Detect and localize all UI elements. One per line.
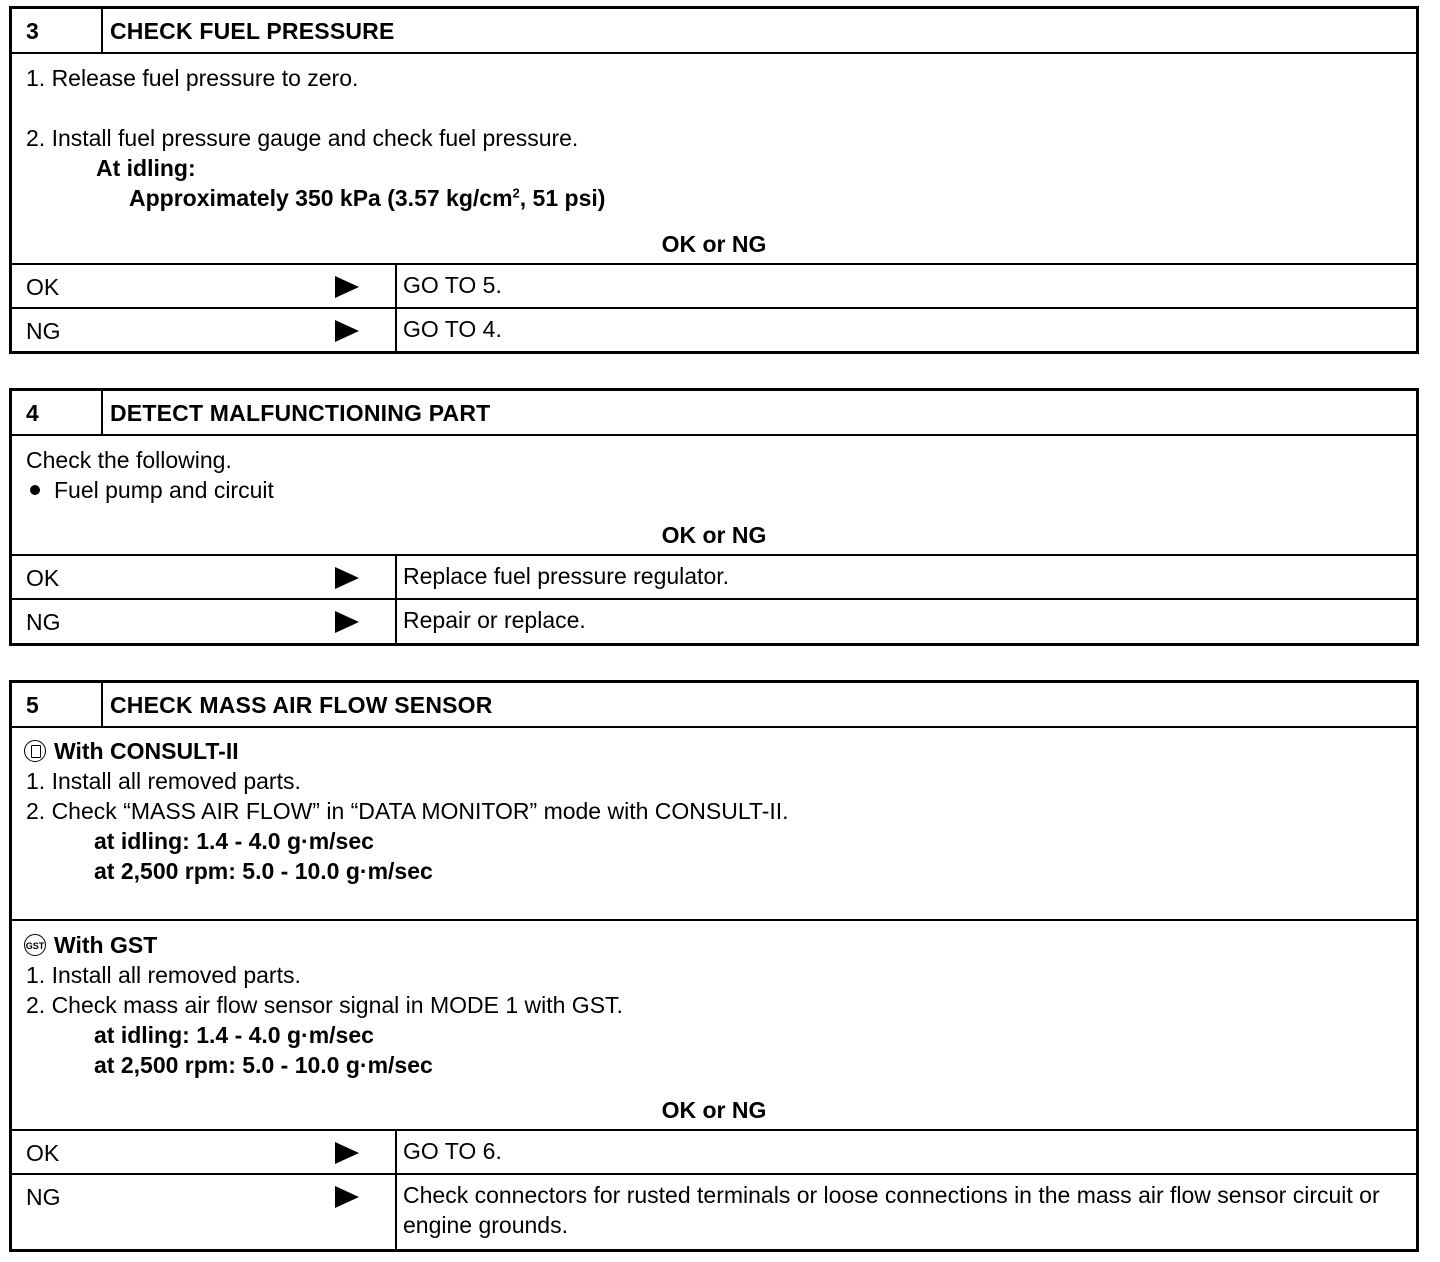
gst-heading bbox=[24, 932, 157, 959]
header-divider bbox=[101, 391, 103, 434]
result-action: GO TO 6. bbox=[403, 1138, 502, 1164]
ok-or-ng-label: OK or NG bbox=[661, 1097, 767, 1123]
step-title: DETECT MALFUNCTIONING PART bbox=[110, 400, 491, 426]
consult-heading-text: With CONSULT-II bbox=[54, 738, 239, 764]
step-header bbox=[12, 391, 1416, 436]
consult-instruction-1: 1. Install all removed parts. bbox=[26, 768, 301, 794]
consult-spec-idle: at idling: 1.4 - 4.0 g·m/sec bbox=[94, 828, 374, 854]
header-divider bbox=[101, 683, 103, 726]
pressure-spec bbox=[129, 185, 605, 212]
row-divider bbox=[395, 556, 397, 598]
instruction-2: 2. Install fuel pressure gauge and check fuel pressure. bbox=[26, 125, 579, 151]
gst-instruction-2: 2. Check mass air flow sensor signal in MODE 1 with GST. bbox=[26, 992, 623, 1018]
condition-label: At idling: bbox=[96, 155, 196, 181]
result-key: NG bbox=[26, 1184, 61, 1210]
step-title: CHECK FUEL PRESSURE bbox=[110, 18, 395, 44]
result-row-ok bbox=[12, 1129, 1416, 1173]
result-action: GO TO 4. bbox=[403, 316, 502, 342]
ok-or-ng-label: OK or NG bbox=[661, 231, 767, 257]
step-number: 4 bbox=[26, 400, 39, 426]
instruction-1: Check the following. bbox=[26, 447, 232, 473]
row-divider bbox=[395, 265, 397, 307]
step-title: CHECK MASS AIR FLOW SENSOR bbox=[110, 692, 493, 718]
result-row-ng bbox=[12, 307, 1416, 353]
step-number: 3 bbox=[26, 18, 39, 44]
consult-instruction-2: 2. Check “MASS AIR FLOW” in “DATA MONITOR” mode with CONSULT-II. bbox=[26, 798, 789, 824]
ok-or-ng-label: OK or NG bbox=[661, 522, 767, 548]
step-4-box bbox=[9, 388, 1419, 646]
pressure-spec-superscript: 2 bbox=[512, 185, 520, 201]
result-action: GO TO 5. bbox=[403, 272, 502, 298]
bullet-icon bbox=[30, 485, 40, 495]
bullet-text: Fuel pump and circuit bbox=[54, 477, 274, 503]
step-header bbox=[12, 683, 1416, 728]
pressure-spec-main: Approximately 350 kPa (3.57 kg/cm bbox=[129, 185, 513, 211]
result-row-ok bbox=[12, 554, 1416, 598]
result-action: Replace fuel pressure regulator. bbox=[403, 563, 730, 589]
consult-tool-icon bbox=[24, 740, 46, 762]
gst-heading-text: With GST bbox=[54, 932, 158, 958]
arrow-right-icon bbox=[335, 276, 359, 298]
arrow-right-icon bbox=[335, 567, 359, 589]
result-key: OK bbox=[26, 565, 60, 591]
result-key: OK bbox=[26, 1140, 60, 1166]
result-row-ng bbox=[12, 1173, 1416, 1251]
step-5-box bbox=[9, 680, 1419, 1252]
consult-spec-2500: at 2,500 rpm: 5.0 - 10.0 g·m/sec bbox=[94, 858, 433, 884]
gst-instruction-1: 1. Install all removed parts. bbox=[26, 962, 301, 988]
consult-heading bbox=[24, 738, 239, 765]
gst-spec-2500: at 2,500 rpm: 5.0 - 10.0 g·m/sec bbox=[94, 1052, 433, 1078]
arrow-right-icon bbox=[335, 1186, 359, 1208]
step-number: 5 bbox=[26, 692, 39, 718]
arrow-right-icon bbox=[335, 611, 359, 633]
pressure-spec-tail: , 51 psi) bbox=[519, 185, 606, 211]
result-row-ok bbox=[12, 263, 1416, 307]
row-divider bbox=[395, 1175, 397, 1251]
gst-spec-idle: at idling: 1.4 - 4.0 g·m/sec bbox=[94, 1022, 374, 1048]
result-key: NG bbox=[26, 318, 61, 344]
step-header bbox=[12, 9, 1416, 54]
arrow-right-icon bbox=[335, 1142, 359, 1164]
result-action: Check connectors for rusted terminals or loose connections in the mass air flow sensor circuit or engine grounds. bbox=[403, 1182, 1380, 1238]
result-row-ng bbox=[12, 598, 1416, 645]
bullet-item bbox=[30, 477, 274, 504]
result-key: OK bbox=[26, 274, 60, 300]
step-3-box bbox=[9, 6, 1419, 354]
section-divider bbox=[12, 919, 1416, 921]
gst-tool-icon: GST bbox=[24, 934, 46, 956]
row-divider bbox=[395, 1131, 397, 1173]
instruction-1: 1. Release fuel pressure to zero. bbox=[26, 65, 359, 91]
result-action: Repair or replace. bbox=[403, 607, 586, 633]
row-divider bbox=[395, 309, 397, 353]
arrow-right-icon bbox=[335, 320, 359, 342]
row-divider bbox=[395, 600, 397, 645]
result-key: NG bbox=[26, 609, 61, 635]
header-divider bbox=[101, 9, 103, 52]
